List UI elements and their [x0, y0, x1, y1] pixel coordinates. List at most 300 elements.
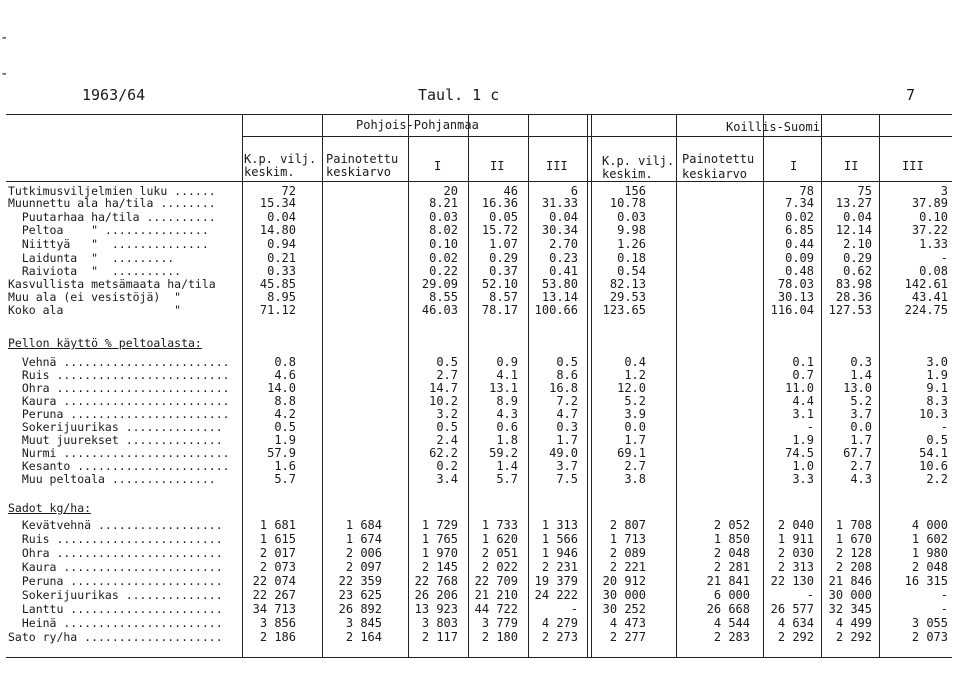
row-label: Kasvullista metsämaata ha/tila	[8, 277, 216, 291]
cell-II: 16.36	[481, 196, 518, 210]
cell-kp: 0.54	[617, 264, 646, 278]
column-rule	[322, 115, 323, 657]
cell-II: 2 180	[481, 630, 518, 644]
cell-III: 7.2	[556, 394, 578, 408]
region-pohjois-pohjanmaa: Pohjois-Pohjanmaa	[356, 118, 479, 132]
cell-II: 1 708	[835, 518, 872, 532]
row-label: Niittyä " ..............	[8, 237, 209, 251]
cell-kp: 29.53	[609, 290, 646, 304]
cell-II: 28.36	[835, 290, 872, 304]
cell-II: 0.6	[496, 420, 518, 434]
page-number: 7	[906, 86, 916, 104]
cell-I: 0.02	[785, 210, 814, 224]
cell-III: 4 279	[541, 616, 578, 630]
row-label: Peruna ......................	[8, 574, 223, 588]
cell-kp: 20 912	[602, 574, 646, 588]
cell-kp: 69.1	[617, 446, 646, 460]
cell-pai: 2 052	[713, 518, 750, 532]
cell-kp: 0.5	[274, 420, 296, 434]
cell-I: 30.13	[777, 290, 814, 304]
cell-I: 2 040	[777, 518, 814, 532]
cell-I: -	[806, 588, 814, 602]
cell-I: 2.7	[436, 368, 458, 382]
cell-II: 3.7	[850, 407, 872, 421]
cell-III: 31.33	[541, 196, 578, 210]
cell-III: 49.0	[549, 446, 578, 460]
cell-III: 6	[570, 184, 578, 198]
cell-kp: 2 807	[609, 518, 646, 532]
cell-III: 37.22	[911, 223, 948, 237]
cell-III: 1 313	[541, 518, 578, 532]
cell-II: 32 345	[828, 602, 872, 616]
data-table	[6, 114, 952, 658]
cell-III: 1.9	[926, 368, 948, 382]
cell-II: 13.0	[843, 381, 872, 395]
cell-III: 19 379	[534, 574, 578, 588]
cell-II: 2.7	[850, 459, 872, 473]
cell-III: 8.3	[926, 394, 948, 408]
cell-II: 4.3	[850, 472, 872, 486]
cell-kp: 30 252	[602, 602, 646, 616]
cell-I: 3.3	[792, 472, 814, 486]
cell-kp: 1.6	[274, 459, 296, 473]
cell-kp: 2.7	[624, 459, 646, 473]
row-label: Vehnä ........................	[8, 355, 230, 369]
cell-kp: 0.94	[267, 237, 296, 251]
cell-kp: 1.9	[274, 433, 296, 447]
cell-pai: 6 000	[713, 588, 750, 602]
cell-kp: 9.98	[617, 223, 646, 237]
col-kp-keskim: keskim.	[244, 165, 295, 179]
cell-I: 2 117	[421, 630, 458, 644]
cell-kp: 57.9	[267, 446, 296, 460]
cell-III: 2 073	[911, 630, 948, 644]
cell-kp: 30 000	[602, 588, 646, 602]
cell-I: 0.48	[785, 264, 814, 278]
cell-III: 16.8	[549, 381, 578, 395]
cell-kp: 1 713	[609, 532, 646, 546]
cell-kp: 4 473	[609, 616, 646, 630]
cell-pai: 2 097	[345, 560, 382, 574]
row-label: Ruis ........................	[8, 532, 223, 546]
cell-pai: 1 684	[345, 518, 382, 532]
row-label: Kaura ........................	[8, 394, 230, 408]
cell-kp: 5.7	[274, 472, 296, 486]
row-label: Ohra .........................	[8, 381, 230, 395]
column-rule	[676, 115, 677, 657]
cell-I: 26 206	[414, 588, 458, 602]
cell-III: 1.33	[919, 237, 948, 251]
cell-kp: 1 681	[259, 518, 296, 532]
cell-II: 2 208	[835, 560, 872, 574]
cell-II: 2 128	[835, 546, 872, 560]
cell-III: 3	[940, 184, 948, 198]
cell-II: 1 670	[835, 532, 872, 546]
cell-II: 52.10	[481, 277, 518, 291]
cell-III: 1 602	[911, 532, 948, 546]
cell-pai: 21 841	[706, 574, 750, 588]
cell-kp: 8.95	[267, 290, 296, 304]
region-koillis-suomi: Koillis-Suomi	[726, 120, 820, 134]
cell-kp: 12.0	[617, 381, 646, 395]
cell-III: 0.04	[549, 210, 578, 224]
cell-kp: 2 221	[609, 560, 646, 574]
row-label: Kaura .......................	[8, 560, 223, 574]
col-group-I: I	[434, 159, 442, 173]
cell-II: 1.4	[850, 368, 872, 382]
cell-I: 3.4	[436, 472, 458, 486]
cell-II: 22 709	[474, 574, 518, 588]
cell-III: -	[940, 251, 948, 265]
row-label: Peruna .......................	[8, 407, 230, 421]
region-divider	[587, 115, 588, 657]
cell-III: 0.41	[549, 264, 578, 278]
cell-I: 0.7	[792, 368, 814, 382]
row-label: Muut juurekset ..............	[8, 433, 223, 447]
region-divider	[591, 115, 592, 657]
cell-II: 13.1	[489, 381, 518, 395]
cell-III: -	[940, 588, 948, 602]
cell-III: 0.3	[556, 420, 578, 434]
cell-pai: 26 668	[706, 602, 750, 616]
cell-kp: 2 089	[609, 546, 646, 560]
cell-III: 0.10	[919, 210, 948, 224]
cell-I: 8.02	[429, 223, 458, 237]
cell-I: 4.4	[792, 394, 814, 408]
cell-pai: 2 281	[713, 560, 750, 574]
cell-I: 2 292	[777, 630, 814, 644]
cell-I: 1.0	[792, 459, 814, 473]
cell-III: -	[570, 602, 578, 616]
cell-I: 1 970	[421, 546, 458, 560]
margin-mark: -	[0, 66, 9, 82]
margin-mark: -	[0, 30, 9, 46]
cell-kp: 3.9	[624, 407, 646, 421]
cell-II: 21 846	[828, 574, 872, 588]
cell-kp: 34 713	[252, 602, 296, 616]
cell-pai: 1 850	[713, 532, 750, 546]
cell-III: 43.41	[911, 290, 948, 304]
cell-II: 46	[503, 184, 518, 198]
col-group-II: II	[844, 159, 859, 173]
cell-kp: 72	[281, 184, 296, 198]
cell-I: 0.1	[792, 355, 814, 369]
cell-II: 5.2	[850, 394, 872, 408]
cell-II: 12.14	[835, 223, 872, 237]
cell-I: 7.34	[785, 196, 814, 210]
cell-I: 74.5	[785, 446, 814, 460]
cell-kp: 0.18	[617, 251, 646, 265]
cell-I: 3 803	[421, 616, 458, 630]
cell-kp: 22 074	[252, 574, 296, 588]
cell-II: 5.7	[496, 472, 518, 486]
cell-I: 2.4	[436, 433, 458, 447]
cell-I: 116.04	[770, 303, 814, 317]
cell-II: 1 733	[481, 518, 518, 532]
cell-II: 8.9	[496, 394, 518, 408]
col-keskiarvo: keskiarvo	[326, 165, 392, 179]
col-kp-vilj: K.p. vilj.	[244, 152, 317, 166]
cell-I: 22 130	[770, 574, 814, 588]
row-label: Ohra ........................	[8, 546, 223, 560]
cell-kp: 0.04	[267, 210, 296, 224]
cell-II: 1.4	[496, 459, 518, 473]
cell-pai: 3 845	[345, 616, 382, 630]
row-label: Muunnettu ala ha/tila ........	[8, 196, 216, 210]
row-label: Koko ala "	[8, 303, 182, 317]
cell-I: 1 729	[421, 518, 458, 532]
cell-II: 15.72	[481, 223, 518, 237]
row-label: Muu ala (ei vesistöjä) "	[8, 290, 182, 304]
row-label: Lanttu ......................	[8, 602, 223, 616]
column-rule	[468, 115, 469, 657]
cell-II: 75	[857, 184, 872, 198]
cell-III: 3 055	[911, 616, 948, 630]
column-rule	[408, 115, 409, 657]
cell-I: 0.5	[436, 420, 458, 434]
cell-kp: 2 186	[259, 630, 296, 644]
row-label: Puutarhaa ha/tila ..........	[8, 210, 216, 224]
cell-kp: 0.21	[267, 251, 296, 265]
cell-II: 1 620	[481, 532, 518, 546]
cell-kp: 45.85	[259, 277, 296, 291]
cell-III: 3.0	[926, 355, 948, 369]
cell-II: 0.0	[850, 420, 872, 434]
cell-I: 4 634	[777, 616, 814, 630]
cell-I: 46.03	[421, 303, 458, 317]
cell-I: 8.55	[429, 290, 458, 304]
cell-III: 142.61	[904, 277, 948, 291]
cell-III: 2.70	[549, 237, 578, 251]
cell-I: 0.02	[429, 251, 458, 265]
cell-I: 2 313	[777, 560, 814, 574]
cell-III: 2 231	[541, 560, 578, 574]
cell-pai: 4 544	[713, 616, 750, 630]
region-header-rule	[242, 136, 952, 137]
cell-II: 0.04	[843, 210, 872, 224]
row-label: Ruis .........................	[8, 368, 230, 382]
row-label: Sato ry/ha ....................	[8, 630, 223, 644]
cell-I: 1 765	[421, 532, 458, 546]
cell-kp: 14.80	[259, 223, 296, 237]
cell-kp: 2 017	[259, 546, 296, 560]
cell-kp: 71.12	[259, 303, 296, 317]
row-label: Sokerijuurikas ..............	[8, 420, 223, 434]
cell-I: 0.09	[785, 251, 814, 265]
cell-II: 127.53	[828, 303, 872, 317]
cell-kp: 2 073	[259, 560, 296, 574]
cell-III: 1 980	[911, 546, 948, 560]
cell-kp: 0.03	[617, 210, 646, 224]
column-rule	[821, 115, 822, 657]
cell-II: 13.27	[835, 196, 872, 210]
cell-II: 30 000	[828, 588, 872, 602]
row-label: Kevätvehnä ..................	[8, 518, 223, 532]
cell-I: 78	[799, 184, 814, 198]
cell-I: 8.21	[429, 196, 458, 210]
cell-III: 24 222	[534, 588, 578, 602]
cell-pai: 2 283	[713, 630, 750, 644]
cell-II: 44 722	[474, 602, 518, 616]
cell-III: 3.7	[556, 459, 578, 473]
row-label: Peltoa " ...............	[8, 223, 209, 237]
cell-I: 10.2	[429, 394, 458, 408]
cell-I: 20	[443, 184, 458, 198]
cell-III: 53.80	[541, 277, 578, 291]
cell-II: 1.8	[496, 433, 518, 447]
cell-III: 1 946	[541, 546, 578, 560]
cell-II: 8.57	[489, 290, 518, 304]
cell-II: 2.10	[843, 237, 872, 251]
cell-kp: 156	[624, 184, 646, 198]
cell-pai: 26 892	[338, 602, 382, 616]
cell-I: 0.5	[436, 355, 458, 369]
col-group-III: III	[902, 159, 924, 173]
row-label: Tutkimusviljelmien luku ......	[8, 184, 216, 198]
cell-kp: 0.33	[267, 264, 296, 278]
cell-kp: 14.0	[267, 381, 296, 395]
cell-III: 2 048	[911, 560, 948, 574]
cell-I: 2 030	[777, 546, 814, 560]
cell-III: 8.6	[556, 368, 578, 382]
cell-kp: 1.26	[617, 237, 646, 251]
header-bottom-rule	[6, 181, 952, 182]
cell-kp: 3.8	[624, 472, 646, 486]
cell-III: 0.5	[926, 433, 948, 447]
cell-pai: 22 359	[338, 574, 382, 588]
cell-III: 0.23	[549, 251, 578, 265]
cell-III: 2.2	[926, 472, 948, 486]
column-rule	[763, 115, 764, 657]
cell-I: 1.9	[792, 433, 814, 447]
cell-pai: 2 048	[713, 546, 750, 560]
column-rule	[528, 115, 529, 657]
cell-II: 0.29	[489, 251, 518, 265]
cell-kp: 1 615	[259, 532, 296, 546]
row-label: Muu peltoala ...............	[8, 472, 216, 486]
cell-II: 2 022	[481, 560, 518, 574]
cell-III: 224.75	[904, 303, 948, 317]
row-label: Kesanto ......................	[8, 459, 230, 473]
cell-II: 0.29	[843, 251, 872, 265]
cell-I: 2 145	[421, 560, 458, 574]
row-label: Sokerijuurikas ..............	[8, 588, 223, 602]
cell-III: 100.66	[534, 303, 578, 317]
cell-II: 1.07	[489, 237, 518, 251]
cell-kp: 4.2	[274, 407, 296, 421]
cell-II: 0.37	[489, 264, 518, 278]
cell-I: 0.44	[785, 237, 814, 251]
cell-pai: 1 674	[345, 532, 382, 546]
cell-kp: 1.2	[624, 368, 646, 382]
cell-II: 21 210	[474, 588, 518, 602]
cell-I: 0.03	[429, 210, 458, 224]
column-rule	[879, 115, 880, 657]
cell-I: 26 577	[770, 602, 814, 616]
row-label: Heinä .......................	[8, 616, 223, 630]
cell-III: 0.08	[919, 264, 948, 278]
cell-kp: 4.6	[274, 368, 296, 382]
cell-pai: 2 006	[345, 546, 382, 560]
cell-II: 2 292	[835, 630, 872, 644]
row-label: Raiviota " ..........	[8, 264, 182, 278]
cell-kp: 123.65	[602, 303, 646, 317]
cell-III: 30.34	[541, 223, 578, 237]
col-kp-vilj: K.p. vilj.	[602, 154, 675, 168]
cell-II: 4 499	[835, 616, 872, 630]
cell-II: 3 779	[481, 616, 518, 630]
cell-III: -	[940, 602, 948, 616]
cell-kp: 8.8	[274, 394, 296, 408]
cell-II: 83.98	[835, 277, 872, 291]
cell-I: 11.0	[785, 381, 814, 395]
cell-kp: 0.8	[274, 355, 296, 369]
cell-I: 0.22	[429, 264, 458, 278]
section-sadot: Sadot kg/ha:	[8, 501, 92, 515]
cell-I: 62.2	[429, 446, 458, 460]
column-rule	[242, 115, 243, 657]
cell-I: 0.10	[429, 237, 458, 251]
cell-kp: 22 267	[252, 588, 296, 602]
cell-II: 4.3	[496, 407, 518, 421]
cell-II: 0.3	[850, 355, 872, 369]
cell-II: 0.05	[489, 210, 518, 224]
row-label: Nurmi ........................	[8, 446, 230, 460]
cell-III: 54.1	[919, 446, 948, 460]
cell-III: 4 000	[911, 518, 948, 532]
row-label: Laidunta " .........	[8, 251, 175, 265]
cell-II: 0.9	[496, 355, 518, 369]
cell-kp: 15.34	[259, 196, 296, 210]
cell-I: 22 768	[414, 574, 458, 588]
cell-II: 78.17	[481, 303, 518, 317]
cell-kp: 10.78	[609, 196, 646, 210]
col-keskiarvo: keskiarvo	[682, 167, 748, 181]
cell-kp: 0.0	[624, 420, 646, 434]
cell-III: -	[940, 420, 948, 434]
cell-III: 16 315	[904, 574, 948, 588]
cell-II: 4.1	[496, 368, 518, 382]
cell-I: 14.7	[429, 381, 458, 395]
cell-II: 0.62	[843, 264, 872, 278]
cell-II: 59.2	[489, 446, 518, 460]
cell-I: 78.03	[777, 277, 814, 291]
cell-kp: 1.7	[624, 433, 646, 447]
cell-II: 1.7	[850, 433, 872, 447]
cell-I: 1 911	[777, 532, 814, 546]
col-painotettu: Painotettu	[326, 152, 399, 166]
col-kp-keskim: keskim.	[602, 167, 653, 181]
cell-I: 3.2	[436, 407, 458, 421]
cell-pai: 2 164	[345, 630, 382, 644]
cell-III: 4.7	[556, 407, 578, 421]
section-pellon-kaytto: Pellon käyttö % peltoalasta:	[8, 336, 202, 350]
cell-III: 2 273	[541, 630, 578, 644]
cell-III: 10.6	[919, 459, 948, 473]
cell-II: 2 051	[481, 546, 518, 560]
cell-I: 3.1	[792, 407, 814, 421]
cell-III: 10.3	[919, 407, 948, 421]
table-number: Taul. 1 c	[418, 86, 500, 104]
page-year: 1963/64	[82, 86, 146, 104]
cell-kp: 3 856	[259, 616, 296, 630]
cell-III: 0.5	[556, 355, 578, 369]
cell-I: 29.09	[421, 277, 458, 291]
col-group-III: III	[546, 159, 568, 173]
cell-kp: 0.4	[624, 355, 646, 369]
cell-III: 1.7	[556, 433, 578, 447]
cell-I: -	[806, 420, 814, 434]
